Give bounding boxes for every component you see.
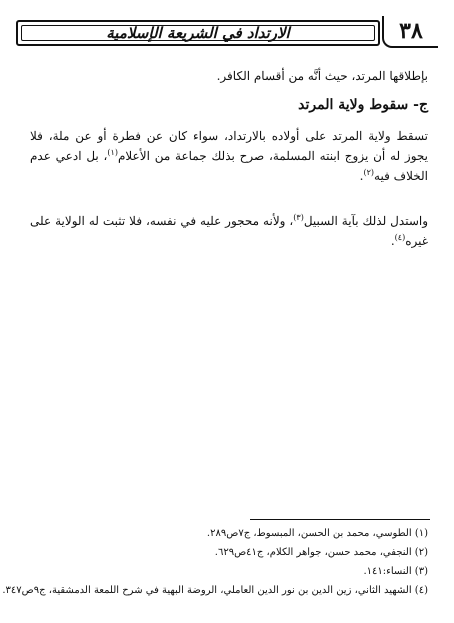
footnote-ref-1: (١)	[107, 148, 118, 157]
page-number: ٣٨	[399, 18, 423, 44]
footnote-3: (٣) النساء:١٤١.	[363, 566, 428, 577]
footnote-divider	[250, 519, 430, 520]
intro-line: بإطلاقها المرتد، حيث أنَّه من أقسام الكافر.	[216, 69, 428, 83]
footnote-ref-4: (٤)	[394, 233, 406, 242]
footnote-1: (١) الطوسي، محمد بن الحسن، المبسوط، ج٧ص٢٨٩.	[206, 528, 428, 539]
footnote-ref-2: (٢)	[363, 168, 375, 177]
section-heading: ج- سقوط ولاية المرتد	[298, 97, 428, 113]
paragraph-2-text-2: ، ولأنه محجور عليه في نفسه، فلا تثبت له الولاية على غيره	[30, 214, 428, 248]
paragraph-2-end: .	[390, 234, 395, 248]
paragraph-2-text: واستدل لذلك بآية السبيل	[303, 214, 428, 228]
running-header-title: الارتداد في الشريعة الإسلامية	[106, 24, 290, 42]
paragraph-1-text: تسقط ولاية المرتد على أولاده بالارتداد، سواء كان عن فطرة أو عن ملة، فلا يجوز له أن يزوج ابنته المسلمة، صرح بذلك جماعة من الأعلام	[30, 129, 428, 163]
paragraph-1	[30, 126, 428, 186]
footnote-ref-3: (٣)	[293, 213, 304, 222]
paragraph-2	[30, 211, 428, 251]
running-header	[16, 20, 380, 46]
footnotes	[2, 524, 428, 600]
footnote-4: (٤) الشهيد الثاني، زين الدين بن نور الدين العاملي، الروضة البهية في شرح اللمعة الدمشقية، ج٩ص٣٤٧.	[2, 585, 428, 596]
footnote-2: (٢) النجفي، محمد حسن، جواهر الكلام، ج٤١ص٦٢٩.	[214, 547, 428, 558]
paragraph-1-text-2: ، بل ادعي عدم الخلاف فيه	[30, 149, 428, 183]
page-number-box	[382, 16, 438, 48]
paragraph-1-end: .	[359, 169, 364, 183]
